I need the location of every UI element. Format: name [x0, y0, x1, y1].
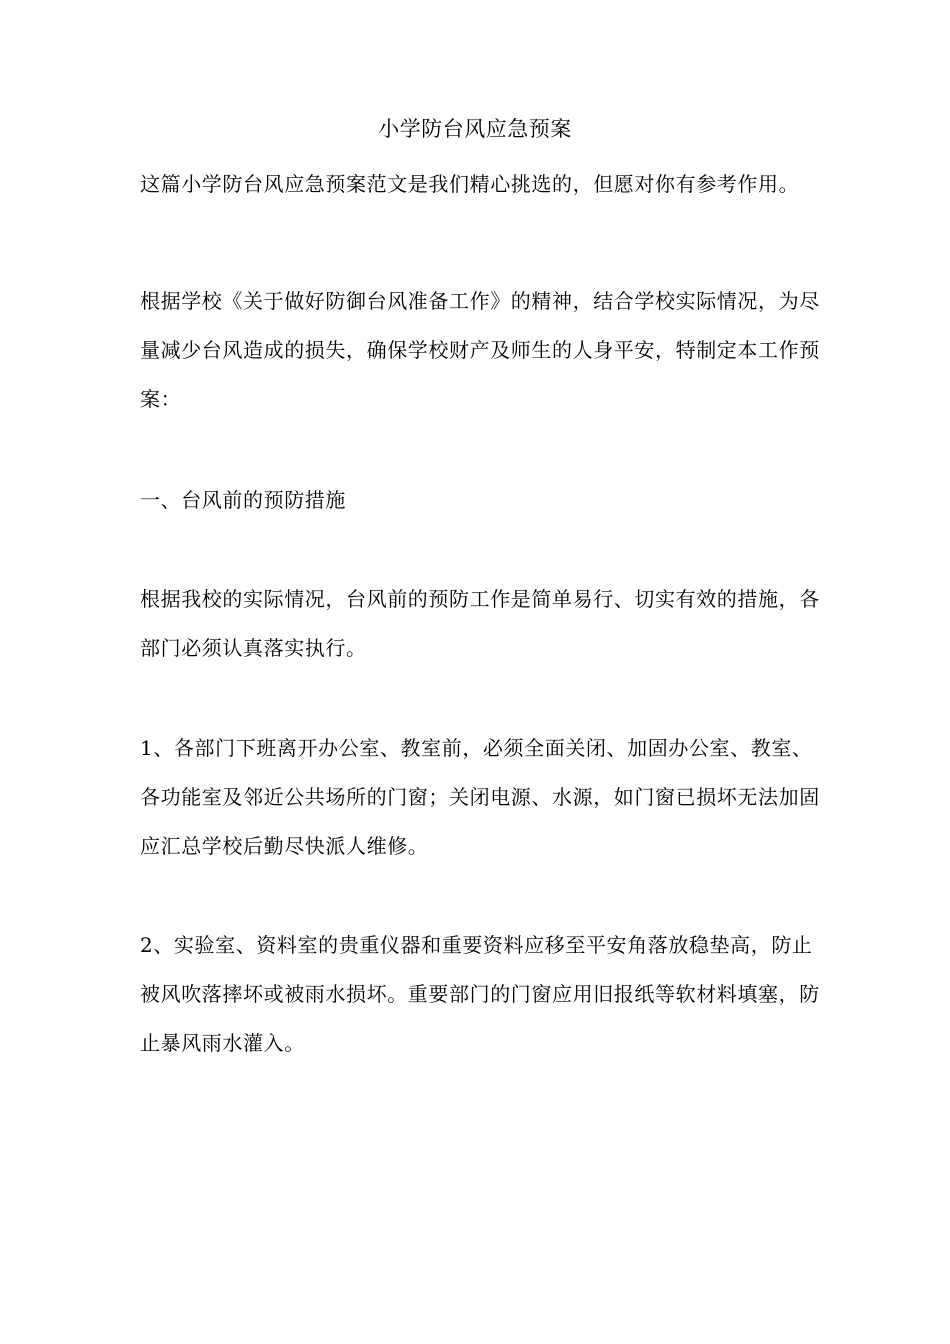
basis-paragraph: 根据学校《关于做好防御台风准备工作》的精神，结合学校实际情况，为尽量减少台风造成的损失，确保学校财产及师生的人身平安，特制定本工作预案：: [140, 289, 820, 411]
section-heading: 一、台风前的预防措施: [140, 488, 346, 512]
list-item-2: 2、实验室、资料室的贵重仪器和重要资料应移至平安角落放稳垫高，防止被风吹落摔坏或被雨水损坏。重要部门的门窗应用旧报纸等软材料填塞，防止暴风雨水灌入。: [140, 933, 820, 1055]
list-item-1: 1、各部门下班离开办公室、教室前，必须全面关闭、加固办公室、教室、各功能室及邻近公共场所的门窗；关闭电源、水源，如门窗已损坏无法加固应汇总学校后勤尽快派人维修。: [140, 736, 820, 858]
document-title: 小学防台风应急预案: [378, 117, 572, 141]
section-intro-paragraph: 根据我校的实际情况，台风前的预防工作是简单易行、切实有效的措施，各部门必须认真落实执行。: [140, 587, 820, 660]
intro-paragraph: 这篇小学防台风应急预案范文是我们精心挑选的，但愿对你有参考作用。: [140, 172, 800, 196]
